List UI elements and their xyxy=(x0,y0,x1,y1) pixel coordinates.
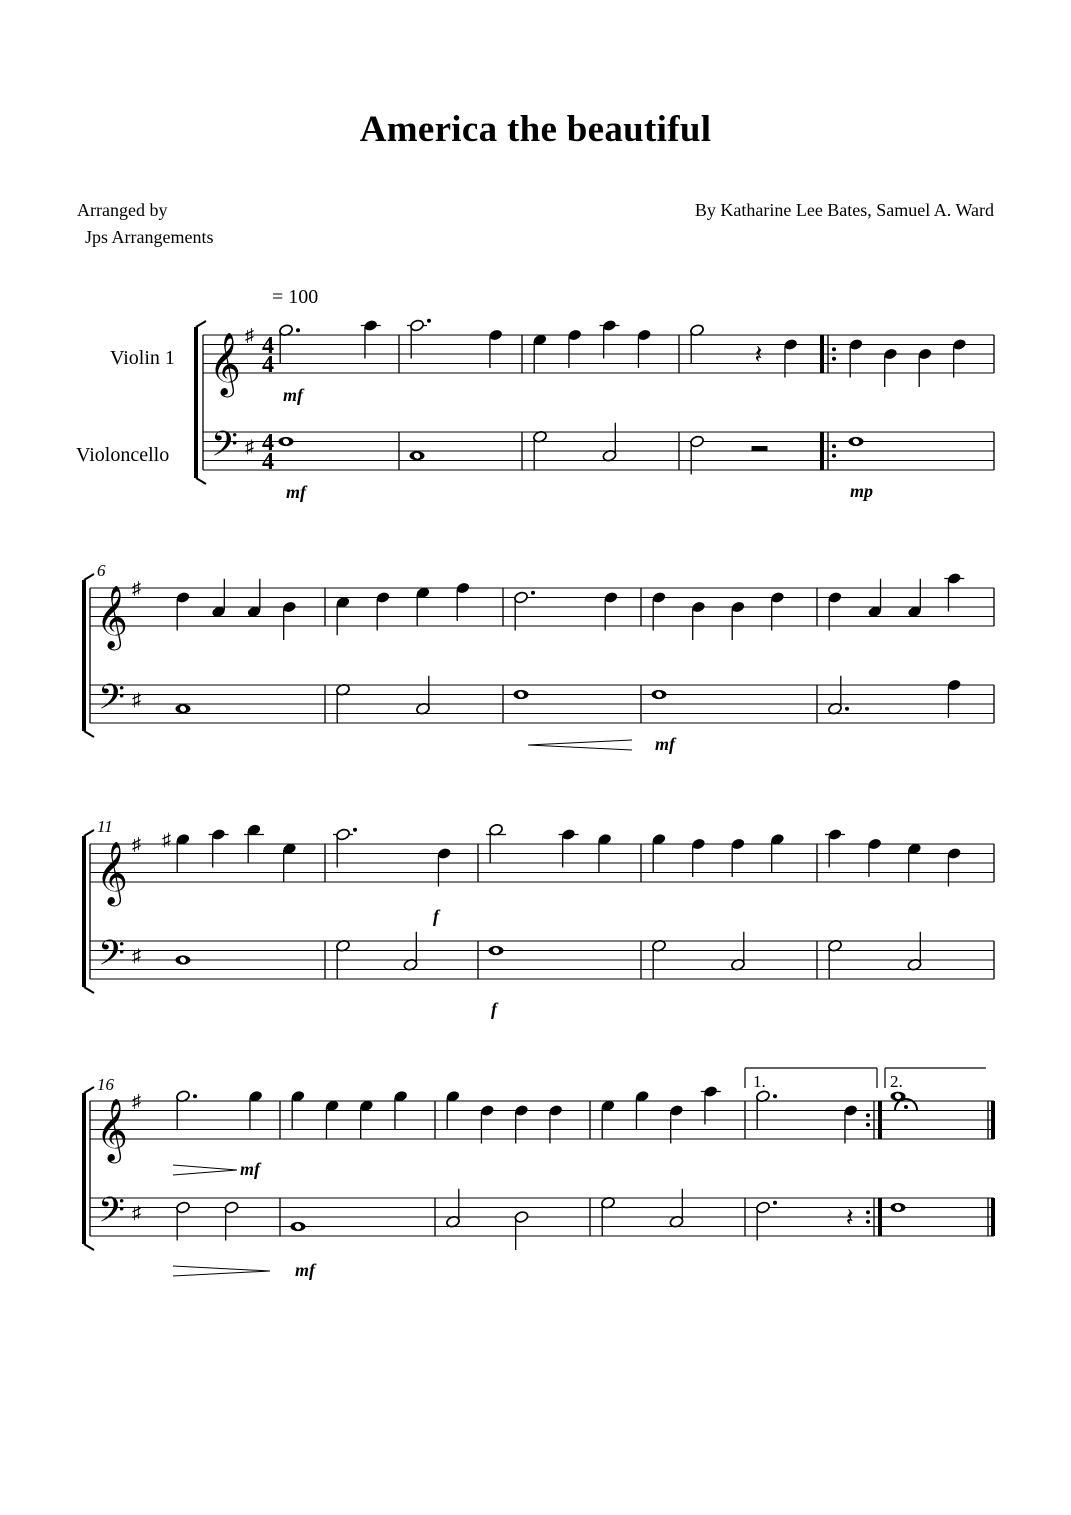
dynamic-mp: mp xyxy=(850,481,874,501)
half-rest xyxy=(752,446,768,451)
key-signature-sharp: ♯ xyxy=(132,578,141,598)
tempo-marking: = 100 xyxy=(272,286,319,308)
measure-number-11: 11 xyxy=(97,817,113,836)
bass-clef: 𝄢 xyxy=(98,1189,126,1239)
augmentation-dot xyxy=(427,319,431,323)
system-bracket xyxy=(196,321,206,327)
repeat-dot xyxy=(866,1220,870,1224)
page-title: America the beautiful xyxy=(359,109,712,150)
system-bracket xyxy=(84,830,94,836)
system-bracket xyxy=(196,478,206,484)
time-signature: 4 xyxy=(262,352,274,378)
dynamic-f: f xyxy=(433,906,439,926)
dynamic-mf: mf xyxy=(283,385,303,405)
repeat-dot xyxy=(832,357,836,361)
treble-clef: 𝄞 xyxy=(96,1098,128,1161)
repeat-dot xyxy=(832,444,836,448)
quarter-rest: 𝄽 xyxy=(845,1203,854,1232)
system-bracket xyxy=(84,731,94,737)
instrument-label-cello: Violoncello xyxy=(76,444,170,466)
dynamic-mf: mf xyxy=(295,1260,315,1280)
crescendo-hairpin xyxy=(528,745,632,750)
instrument-label-violin: Violin 1 xyxy=(110,347,175,369)
repeat-dot xyxy=(832,347,836,351)
key-signature-sharp: ♯ xyxy=(132,689,141,710)
repeat-dot xyxy=(832,454,836,458)
augmentation-dot xyxy=(193,1094,197,1098)
treble-clef: 𝄞 xyxy=(96,585,128,648)
augmentation-dot xyxy=(531,591,535,595)
crescendo-hairpin xyxy=(528,740,632,745)
decrescendo-hairpin xyxy=(173,1165,237,1170)
dynamic-mf: mf xyxy=(286,482,306,502)
dynamic-mf: mf xyxy=(655,734,675,754)
bass-clef: 𝄢 xyxy=(98,676,126,726)
key-signature-sharp: ♯ xyxy=(132,1202,141,1223)
arranger-name: Jps Arrangements xyxy=(85,227,214,247)
quarter-rest: 𝄽 xyxy=(754,340,763,369)
time-signature: 4 xyxy=(262,333,274,359)
composer-credit: By Katharine Lee Bates, Samuel A. Ward xyxy=(694,200,994,220)
treble-clef: 𝄞 xyxy=(209,332,241,395)
measure-number-16: 16 xyxy=(97,1075,114,1094)
key-signature-sharp: ♯ xyxy=(245,436,254,457)
system-bracket xyxy=(84,987,94,993)
repeat-dot xyxy=(866,1123,870,1127)
repeat-dot xyxy=(866,1210,870,1214)
time-signature: 4 xyxy=(262,449,274,475)
decrescendo-hairpin xyxy=(173,1170,237,1175)
augmentation-dot xyxy=(773,1201,777,1205)
sharp-accidental: ♯ xyxy=(162,829,171,850)
decrescendo-hairpin xyxy=(173,1266,270,1271)
system-bracket xyxy=(84,1087,94,1093)
volta-1-label: 1. xyxy=(753,1072,766,1091)
dynamic-mf: mf xyxy=(240,1159,260,1179)
repeat-dot xyxy=(866,1113,870,1117)
decrescendo-hairpin xyxy=(173,1271,270,1276)
arranger-label: Arranged by xyxy=(77,200,168,220)
bass-clef: 𝄢 xyxy=(98,932,126,982)
time-signature: 4 xyxy=(262,430,274,456)
key-signature-sharp: ♯ xyxy=(132,1091,141,1111)
augmentation-dot xyxy=(296,328,300,332)
volta-2-label: 2. xyxy=(890,1072,903,1091)
augmentation-dot xyxy=(773,1094,777,1098)
fermata xyxy=(904,1105,908,1109)
system-bracket xyxy=(84,574,94,580)
bass-clef: 𝄢 xyxy=(211,423,239,473)
system-bracket xyxy=(84,1244,94,1250)
key-signature-sharp: ♯ xyxy=(245,325,254,345)
measure-number-6: 6 xyxy=(97,561,106,580)
key-signature-sharp: ♯ xyxy=(132,945,141,966)
dynamic-f: f xyxy=(491,999,497,1019)
augmentation-dot xyxy=(353,828,357,832)
augmentation-dot xyxy=(845,707,849,711)
treble-clef: 𝄞 xyxy=(96,841,128,904)
key-signature-sharp: ♯ xyxy=(132,834,141,854)
